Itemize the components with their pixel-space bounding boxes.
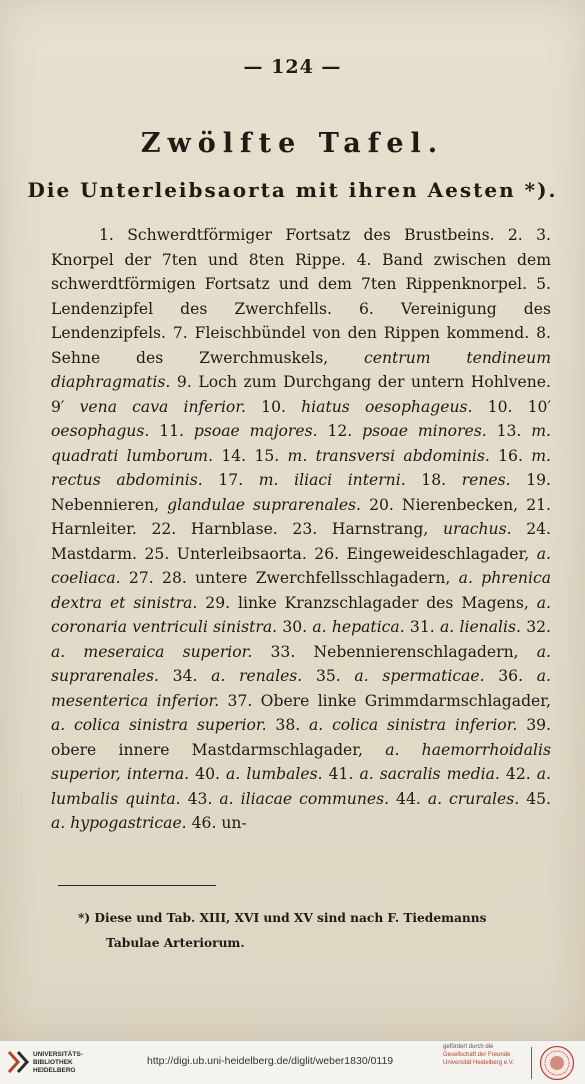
latin-term: glandulae suprarenales. xyxy=(167,495,362,514)
latin-term: m. transversi abdominis. xyxy=(287,446,490,465)
latin-term: a. coronaria ventriculi sinistra. xyxy=(51,593,551,636)
latin-term: a. colica sinistra inferior. xyxy=(309,716,518,734)
latin-term: a. meseraica superior. xyxy=(51,642,253,661)
text-run: 27. 28. untere Zwerchfellsschlagadern, xyxy=(120,569,459,587)
text-run: 40. xyxy=(189,765,227,783)
text-run: 19. Nebennieren, xyxy=(51,471,552,514)
latin-term: a. colica sinistra superior. xyxy=(51,716,267,734)
latin-term: a. lumbales. xyxy=(226,765,323,783)
footer-divider xyxy=(531,1047,532,1079)
text-run: 17. xyxy=(202,471,259,489)
plate-subtitle: Die Unterleibsaorta mit ihren Aesten *). xyxy=(27,178,558,202)
footnote-rule xyxy=(58,885,216,886)
text-run: 32. xyxy=(520,618,551,636)
latin-term: a. phrenica dextra et sinistra. xyxy=(51,569,551,612)
footnote-line-2: Tabulae Arteriorum. xyxy=(106,936,245,950)
text-run: 38. xyxy=(266,716,310,734)
latin-term: m. rectus abdominis. xyxy=(51,446,551,489)
latin-term: hiatus oesophageus. xyxy=(301,397,473,416)
text-run: 45. xyxy=(519,789,551,808)
funding-note: gefördert durch die Gesellschaft der Freunde Universität Heidelberg e.V. xyxy=(443,1044,514,1066)
page-number: — 124 — xyxy=(243,56,342,78)
latin-term: oesophagus. xyxy=(51,422,150,440)
text-run: 44. xyxy=(389,789,428,808)
text-run: 42. xyxy=(499,765,537,783)
text-run: 11. xyxy=(149,422,194,440)
latin-term: a. crurales. xyxy=(427,789,520,808)
permalink-url[interactable]: http://digi.ub.uni-heidelberg.de/diglit/weber1830/0119 xyxy=(147,1055,394,1067)
university-seal-icon xyxy=(539,1045,575,1081)
latin-term: psoae minores. xyxy=(362,422,487,440)
plate-title: Zwölfte Tafel. xyxy=(140,128,445,159)
text-run: 1. Schwerdtförmiger Fortsatz des Brustbeins. 2. 3. Knorpel der 7ten und 8ten Rippe. 4. Band zwischen dem schwerdtförmigen Fortsatz und dem 7ten Rippenknorpel. 5. Lendenzipfel des Zwerchfells. 6. Vereinigung des Lendenzipfels. 7. Fleischbündel von den Rippen kommend. 8. Sehne des Zwerchmuskels, xyxy=(51,226,551,367)
text-run: 41. xyxy=(322,765,360,783)
body-paragraph xyxy=(51,223,551,836)
text-run: 9. Loch zum Durchgang der untern Hohlvene. 9′ xyxy=(51,373,551,416)
latin-term: a. suprarenales. xyxy=(51,642,551,685)
text-run: 39. obere innere Mastdarmschlagader, xyxy=(51,716,551,759)
text-run: 33. Nebennierenschlagadern, xyxy=(252,642,537,661)
text-run: 10. xyxy=(246,397,302,416)
latin-term: a. lumbalis quinta. xyxy=(51,765,552,808)
text-run: 12. xyxy=(317,422,363,440)
text-run: 30. xyxy=(277,618,313,636)
text-run: 20. Nierenbecken, 21. Harnleiter. 22. Harnblase. 23. Harnstrang, xyxy=(51,495,551,538)
latin-term: a. renales. xyxy=(211,667,303,685)
footnote-line-1: *) Diese und Tab. XIII, XVI und XV sind nach F. Tiedemanns xyxy=(78,911,487,925)
footnote xyxy=(78,906,558,956)
library-name: UNIVERSITÄTS- BIBLIOTHEK HEIDELBERG xyxy=(33,1051,83,1074)
latin-term: vena cava inferior. xyxy=(79,397,247,416)
text-run: 46. un- xyxy=(186,814,247,832)
latin-term: m. iliaci interni. xyxy=(258,471,406,489)
text-run: 14. 15. xyxy=(213,446,288,465)
text-run: 31. xyxy=(404,618,440,636)
latin-term: a. lienalis. xyxy=(439,618,521,636)
latin-term: a. haemorrhoidalis superior, interna. xyxy=(51,740,551,783)
text-run: 16. xyxy=(489,446,532,465)
text-run: 43. xyxy=(180,789,220,808)
text-run: 36. xyxy=(484,667,537,685)
text-run: 10. 10′ xyxy=(472,397,551,416)
latin-term: renes. xyxy=(461,471,511,489)
latin-term: a. iliacae communes. xyxy=(219,789,390,808)
latin-term: urachus. xyxy=(442,520,512,538)
latin-term: psoae majores. xyxy=(193,422,318,440)
text-run: 34. xyxy=(158,667,212,685)
latin-term: m. quadrati lumborum. xyxy=(51,422,551,465)
text-run: 24. Mastdarm. 25. Unterleibsaorta. 26. Eingeweideschlagader, xyxy=(51,520,551,563)
latin-term: centrum tendineum diaphragmatis. xyxy=(51,348,551,391)
latin-term: a. hypogastricae. xyxy=(51,814,187,832)
text-run: 37. Obere linke Grimmdarmschlagader, xyxy=(219,691,551,710)
latin-term: a. mesenterica inferior. xyxy=(51,667,551,710)
text-run: 29. linke Kranzschlagader des Magens, xyxy=(197,593,537,612)
latin-term: a. sacralis media. xyxy=(359,765,500,783)
text-run: 18. xyxy=(405,471,462,489)
text-run: 13. xyxy=(486,422,532,440)
latin-term: a. hepatica. xyxy=(312,618,405,636)
viewer-footer xyxy=(0,1040,585,1084)
university-library-logo-icon xyxy=(6,1048,30,1076)
latin-term: a. coeliaca. xyxy=(51,544,551,587)
text-run: 35. xyxy=(302,667,355,685)
latin-term: a. spermaticae. xyxy=(354,667,485,685)
